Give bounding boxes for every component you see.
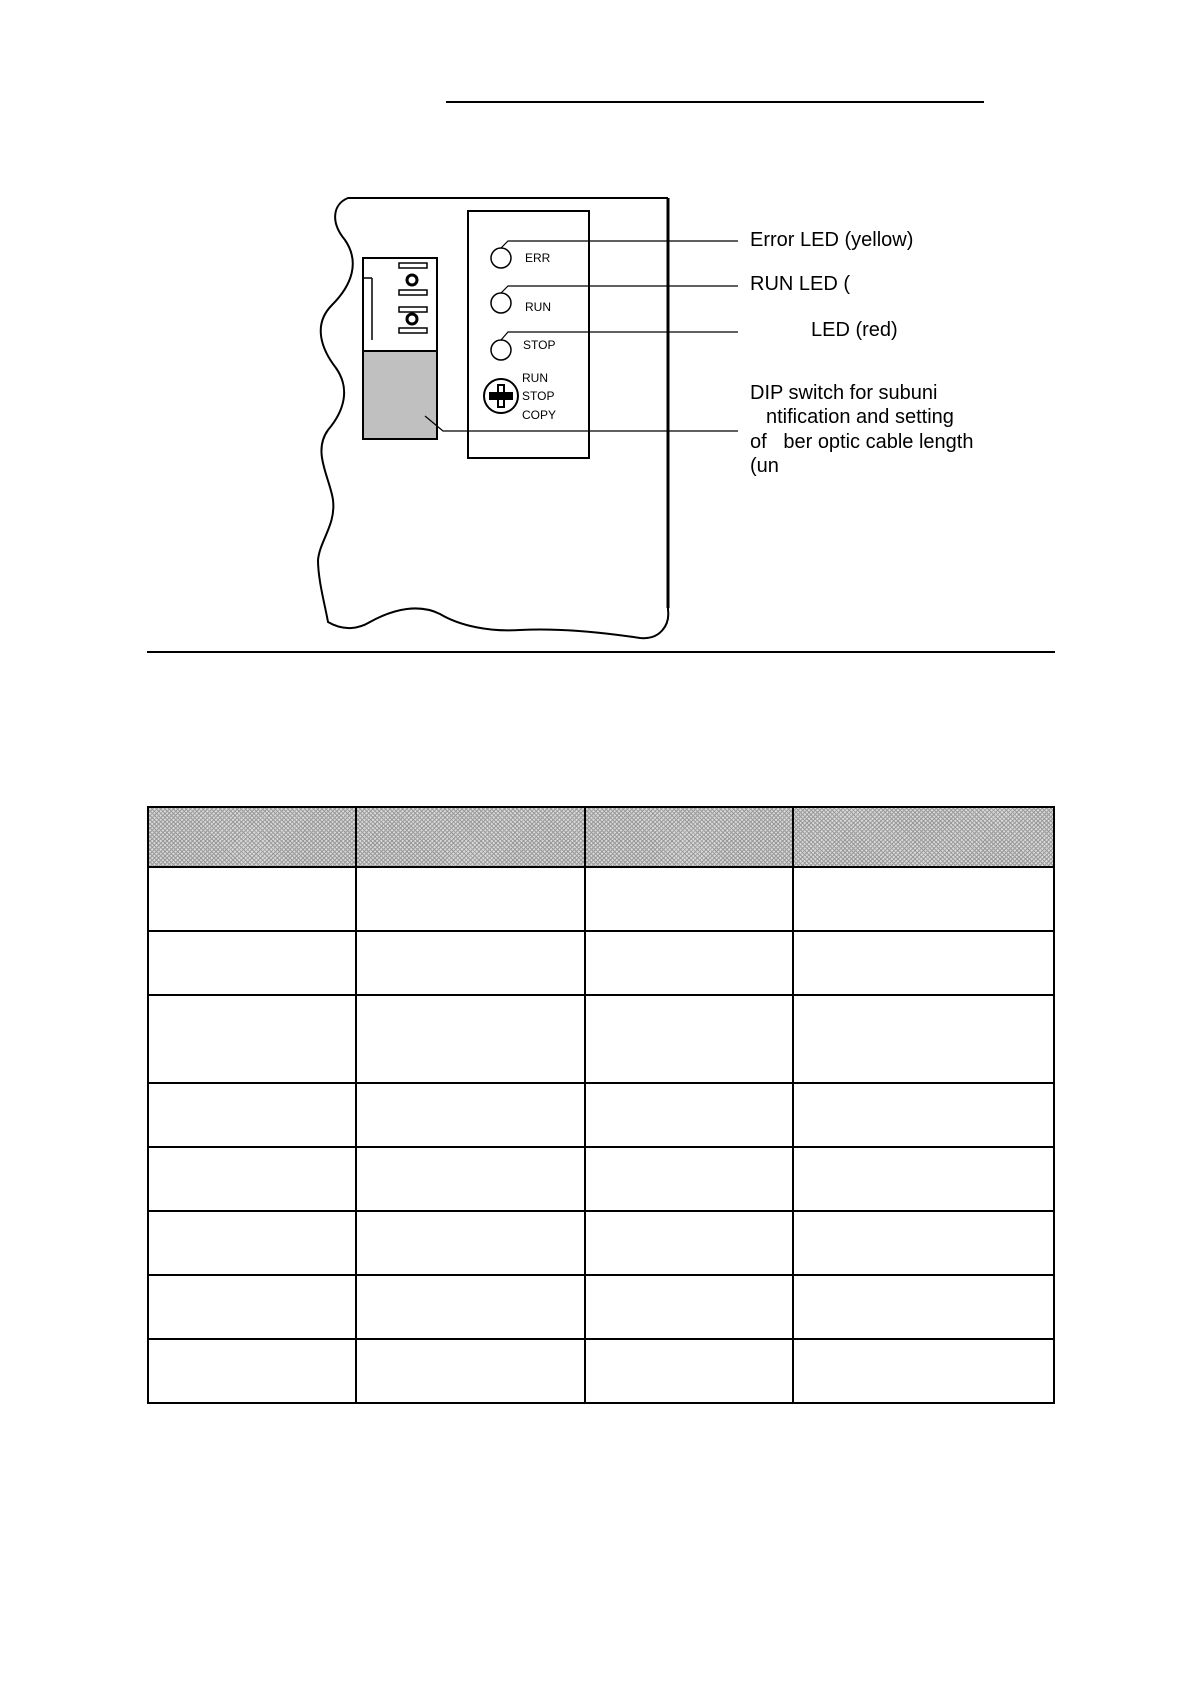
- table-cell: [793, 1339, 1054, 1403]
- table-cell: [356, 1339, 585, 1403]
- err-led: [491, 248, 511, 268]
- table-row: [148, 1083, 1054, 1147]
- header-cell: [585, 807, 793, 867]
- stop-led: [491, 340, 511, 360]
- connector-screw-icon: [407, 275, 417, 285]
- table-cell: [585, 867, 793, 931]
- table-cell: [148, 1211, 356, 1275]
- table-row: [148, 931, 1054, 995]
- table-cell: [148, 1339, 356, 1403]
- callout-error-led: Error LED (yellow): [750, 229, 914, 251]
- table-cell: [356, 931, 585, 995]
- table-row: [148, 995, 1054, 1083]
- mode-copy-label: COPY: [522, 408, 557, 422]
- header-cell: [148, 807, 356, 867]
- table-cell: [793, 1211, 1054, 1275]
- table-header-row: [148, 807, 1054, 867]
- err-label: ERR: [525, 251, 551, 265]
- table-cell: [793, 1275, 1054, 1339]
- spec-table: [147, 806, 1055, 1404]
- table-cell: [585, 931, 793, 995]
- connector-block: [363, 258, 437, 351]
- table-cell: [585, 1147, 793, 1211]
- connector-screw-icon: [407, 314, 417, 324]
- table-cell: [585, 1083, 793, 1147]
- table-cell: [148, 1083, 356, 1147]
- table-cell: [793, 995, 1054, 1083]
- callout-dip-line-1: DIP switch for subuni: [750, 382, 938, 404]
- table-cell: [148, 995, 356, 1083]
- table-cell: [356, 995, 585, 1083]
- mode-run-label: RUN: [522, 371, 548, 385]
- callout-dip-line-2: ntification and setting: [766, 406, 954, 428]
- table-cell: [585, 995, 793, 1083]
- table-cell: [793, 867, 1054, 931]
- table-cell: [148, 931, 356, 995]
- table-row: [148, 1147, 1054, 1211]
- stop-label: STOP: [523, 338, 556, 352]
- header-cell: [793, 807, 1054, 867]
- table-cell: [356, 1083, 585, 1147]
- table-cell: [356, 1275, 585, 1339]
- table-cell: [148, 1275, 356, 1339]
- table-cell: [356, 1211, 585, 1275]
- table-cell: [585, 1275, 793, 1339]
- table-row: [148, 1211, 1054, 1275]
- table-cell: [585, 1211, 793, 1275]
- run-label: RUN: [525, 300, 551, 314]
- run-led: [491, 293, 511, 313]
- header-cell: [356, 807, 585, 867]
- table-cell: [793, 1083, 1054, 1147]
- dip-switch: [363, 351, 437, 439]
- table-cell: [585, 1339, 793, 1403]
- table-cell: [793, 1147, 1054, 1211]
- callout-stop-led: LED (red): [811, 319, 898, 341]
- table-cell: [148, 1147, 356, 1211]
- mode-stop-label: STOP: [522, 389, 555, 403]
- table-row: [148, 867, 1054, 931]
- table-cell: [356, 867, 585, 931]
- section-rule: [147, 651, 1055, 653]
- table-row: [148, 1275, 1054, 1339]
- module-front-diagram: [0, 0, 1194, 660]
- callout-dip-line-4: (un: [750, 455, 779, 477]
- callout-run-led: RUN LED (: [750, 273, 851, 295]
- table-cell: [148, 867, 356, 931]
- table-cell: [356, 1147, 585, 1211]
- callout-dip-line-3: of ber optic cable length: [750, 431, 974, 453]
- table-cell: [793, 931, 1054, 995]
- table-row: [148, 1339, 1054, 1403]
